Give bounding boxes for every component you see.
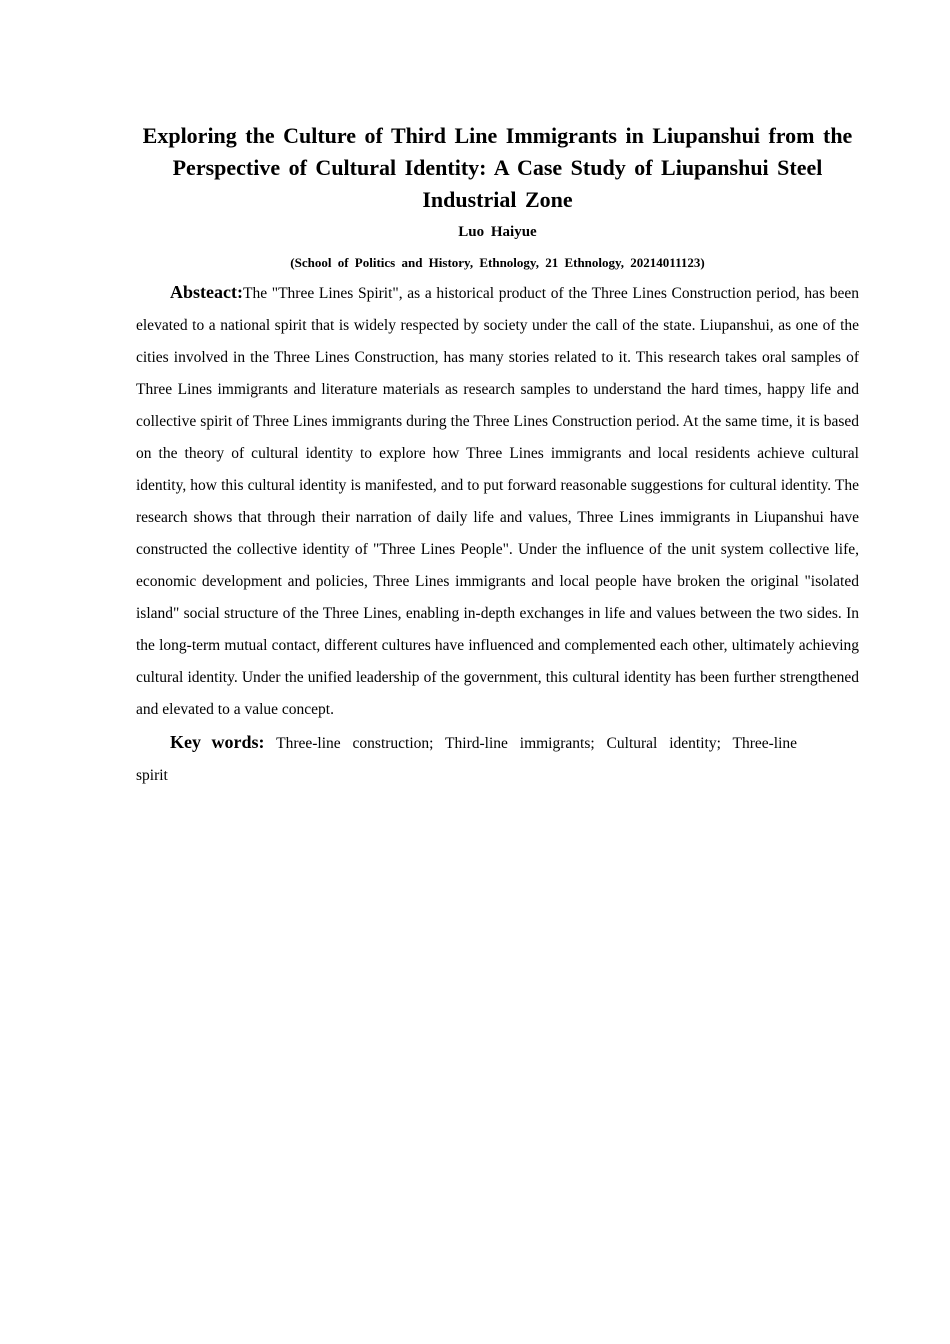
abstract-text: The "Three Lines Spirit", as a historical product of the Three Lines Construction period, has been elevated to a national spirit that is widely respected by society under the call of the state. Liupanshui, as one of the cities involved in the Three Lines Construction, has many stories related to it. This research takes oral samples of Three Lines immigrants and literature materials as research samples to understand the hard times, happy life and collective spirit of Three Lines immigrants during the Three Lines Construction period. At the same time, it is based on the theory of cultural identity to explore how Three Lines immigrants and local residents achieve cultural identity, how this cultural identity is manifested, and to put forward reasonable suggestions for cultural identity. The research shows that through their narration of daily life and values, Three Lines immigrants in Liupanshui have constructed the collective identity of "Three Lines People". Under the influence of the unit system collective life, economic development and policies, Three Lines immigrants and local people have broken the original "isolated island" social structure of the Three Lines, enabling in-depth exchanges in life and values between the two sides. In the long-term mutual contact, different cultures have influenced and complemented each other, ultimately achieving cultural identity. Under the unified leadership of the government, this cultural identity has been further strengthened and elevated to a value concept. [136,285,859,718]
abstract-paragraph [136,276,859,726]
author-affiliation: (School of Politics and History, Ethnology, 21 Ethnology, 20214011123) [290,255,705,270]
paper-title: Exploring the Culture of Third Line Immigrants in Liupanshui from the Perspective of Cultural Identity: A Case Study of Liupanshui Steel Industrial Zone [142,123,853,212]
paper-page [136,120,859,808]
keywords-paragraph [136,726,859,792]
author-name: Luo Haiyue [458,224,537,240]
keywords-label: Key words: [170,732,265,752]
abstract-label: Absteact: [170,282,243,302]
keywords-text: Three-line construction; Third-line immigrants; Cultural identity; Three-line spirit [136,735,798,784]
